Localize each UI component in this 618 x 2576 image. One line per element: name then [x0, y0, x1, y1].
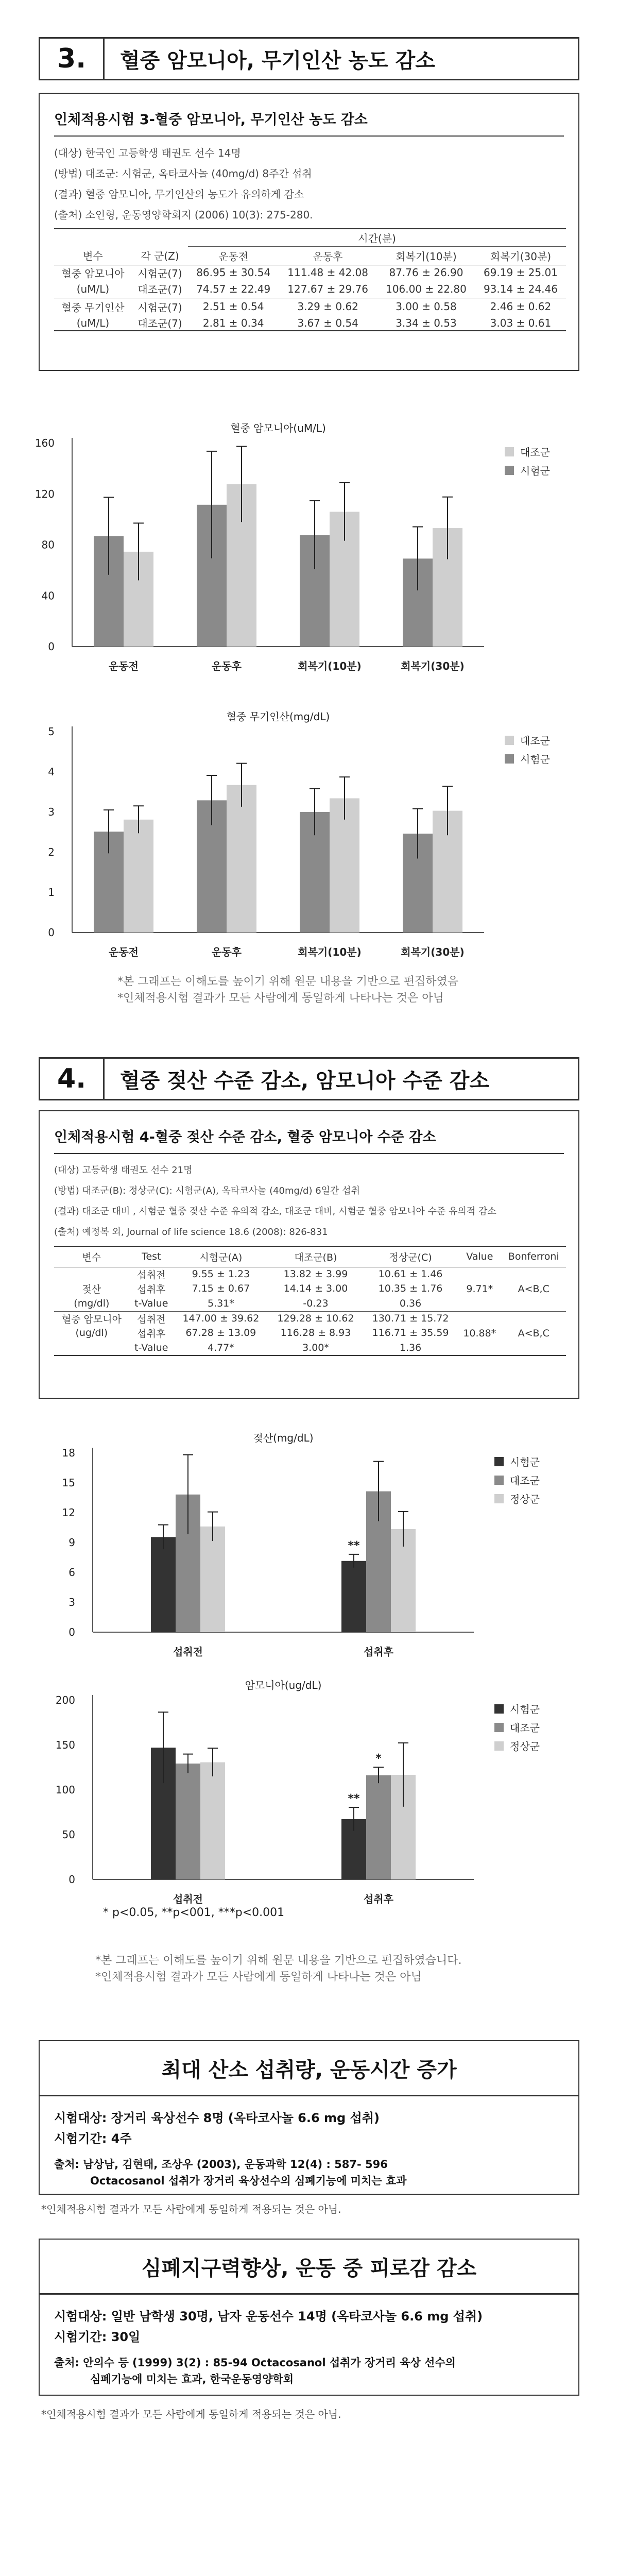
chart-title: 암모니아(ug/dL): [245, 1679, 322, 1691]
trial-4-box: [39, 1110, 579, 1399]
table-cell: 3.67 ± 0.54: [297, 316, 358, 329]
col-header: 운동후: [313, 250, 343, 263]
x-tick-label: 회복기(10분): [298, 946, 362, 958]
trial-period: 시험기간: 30일: [54, 2330, 141, 2344]
trial-method: (방법) 대조군: 시험군, 옥타코사놀 (40mg/d) 8주간 섭취: [54, 167, 312, 180]
table-cell: 130.71 ± 15.72: [372, 1313, 449, 1325]
table-cell: 시험군(7): [138, 267, 182, 280]
legend-swatch: [494, 1723, 504, 1732]
significance-legend: * p<0.05, **p<001, ***p<0.001: [103, 1906, 285, 1919]
table-cell: 9.71*: [466, 1283, 493, 1295]
table-cell: A<B,C: [518, 1327, 550, 1339]
note: [117, 974, 458, 1007]
table-cell: 74.57 ± 22.49: [196, 282, 271, 295]
y-tick-label: 0: [68, 1626, 75, 1638]
table-cell: -0.23: [303, 1297, 329, 1309]
table-cell: 93.14 ± 24.46: [483, 282, 558, 295]
chart-title: 혈중 암모니아(uM/L): [230, 422, 326, 434]
x-tick-label: 섭취후: [364, 1646, 393, 1658]
y-tick-label: 12: [62, 1506, 75, 1519]
table-cell: t-Value: [134, 1342, 168, 1353]
x-tick-label: 회복기(10분): [298, 660, 362, 672]
table-cell: 3.34 ± 0.53: [396, 316, 457, 329]
table-cell: 147.00 ± 39.62: [182, 1313, 260, 1325]
table-cell: 10.88*: [463, 1327, 496, 1339]
trial-source: 출처: 안의수 등 (1999) 3(2) : 85-94 Octacosanol 섭취가 장거리 육상 선수의: [54, 2357, 456, 2369]
trial-subject: 시험대상: 장거리 육상선수 8명 (옥타코사놀 6.6 mg 섭취): [54, 2111, 380, 2125]
bar: [124, 820, 153, 933]
table-cell: 111.48 ± 42.08: [287, 266, 368, 279]
legend-label: 정상군: [510, 1740, 540, 1753]
y-tick-label: 40: [41, 589, 55, 602]
table-cell: (uM/L): [76, 282, 110, 295]
note: [95, 1953, 462, 1986]
y-tick-label: 0: [48, 640, 55, 653]
ammonia-chart: [31, 412, 587, 672]
table-cell: 7.15 ± 0.67: [192, 1283, 250, 1294]
legend-swatch: [494, 1704, 504, 1714]
note-line: *인체적용시험 결과가 모든 사람에게 동일하게 나타나는 것은 아님: [95, 1971, 422, 1984]
y-tick-label: 1: [48, 886, 55, 899]
y-tick-label: 5: [48, 725, 55, 738]
significance-mark: **: [348, 1792, 360, 1806]
trial-title: 인체적용시험 4-혈중 젖산 수준 감소, 혈중 암모니아 수준 감소: [54, 1129, 436, 1145]
table-cell: 13.82 ± 3.99: [283, 1268, 348, 1280]
trial-period: 시험기간: 4주: [54, 2131, 132, 2146]
y-tick-label: 3: [48, 806, 55, 818]
table-cell: 혈중 무기인산: [61, 301, 125, 314]
table-cell: 116.71 ± 35.59: [372, 1327, 449, 1338]
y-tick-label: 0: [48, 926, 55, 939]
table-cell: 2.46 ± 0.62: [490, 300, 552, 313]
x-tick-label: 운동전: [109, 946, 139, 958]
note-line: *본 그래프는 이해도를 높이기 위해 원문 내용을 기반으로 편집하였습니다.: [95, 1954, 462, 1967]
legend-swatch: [494, 1457, 504, 1466]
table-cell: 14.14 ± 3.00: [283, 1283, 348, 1294]
section-title: 혈중 젖산 수준 감소, 암모니아 수준 감소: [120, 1069, 489, 1093]
bar: [176, 1764, 200, 1879]
trial-3-box: [39, 93, 579, 371]
table-cell: 4.77*: [207, 1342, 234, 1353]
box-title: 심폐지구력향상, 운동 중 피로감 감소: [40, 2240, 578, 2295]
section-4-header: [39, 1057, 579, 1100]
trial-source: (출처) 예정복 외, Journal of life science 18.6 (2008): 826-831: [54, 1227, 328, 1238]
table-cell: 129.28 ± 10.62: [277, 1313, 354, 1325]
legend-label: 대조군: [510, 1475, 540, 1487]
col-header: Bonferroni: [508, 1251, 559, 1263]
table-cell: 젖산: [82, 1283, 101, 1295]
legend-label: 정상군: [510, 1493, 540, 1505]
x-tick-label: 섭취후: [364, 1893, 393, 1905]
results-table: [54, 1246, 566, 1356]
table-cell: (mg/dl): [74, 1297, 110, 1309]
table-cell: 69.19 ± 25.01: [483, 266, 558, 279]
table-cell: 87.76 ± 26.90: [389, 266, 464, 279]
chart-title: 혈중 무기인산(mg/dL): [226, 710, 330, 723]
disclaimer: *인체적용시험 결과가 모든 사람에게 동일하게 적용되는 것은 아님.: [41, 2408, 341, 2420]
col-header: Test: [142, 1251, 161, 1263]
note-line: *인체적용시험 결과가 모든 사람에게 동일하게 나타나는 것은 아님: [117, 992, 444, 1005]
y-tick-label: 50: [62, 1828, 75, 1841]
table-cell: 섭취전: [137, 1313, 166, 1325]
col-header: 회복기(10분): [396, 250, 457, 263]
legend-label: 시험군: [510, 1456, 540, 1468]
table-cell: A<B,C: [518, 1283, 550, 1295]
time-header: 시간(분): [188, 229, 566, 246]
x-tick-label: 회복기(30분): [401, 946, 465, 958]
table-cell: 대조군(7): [138, 283, 182, 296]
table-cell: 3.00*: [302, 1342, 329, 1353]
legend-label: 시험군: [510, 1703, 540, 1716]
table-cell: 1.36: [399, 1342, 422, 1353]
trial-subject: (대상) 고등학생 태권도 선수 21명: [54, 1165, 193, 1176]
y-tick-label: 150: [55, 1739, 75, 1751]
y-tick-label: 120: [35, 487, 55, 500]
table-cell: 10.35 ± 1.76: [378, 1283, 443, 1294]
col-header: 시험군(A): [199, 1251, 243, 1263]
legend-label: 시험군: [520, 753, 550, 766]
bar: [151, 1537, 176, 1632]
table-cell: 10.61 ± 1.46: [378, 1268, 443, 1280]
x-tick-label: 섭취전: [173, 1646, 203, 1658]
table-cell: 67.28 ± 13.09: [185, 1327, 256, 1338]
bar: [200, 1527, 225, 1632]
divider: [54, 135, 564, 137]
table-cell: 127.67 ± 29.76: [287, 282, 368, 295]
legend-swatch: [505, 754, 514, 764]
table-cell: 2.81 ± 0.34: [202, 316, 264, 329]
note-line: *본 그래프는 이해도를 높이기 위해 원문 내용을 기반으로 편집하였음: [117, 975, 459, 988]
col-header: 정상군(C): [389, 1251, 432, 1263]
trial-subject: 시험대상: 일반 남학생 30명, 남자 운동선수 14명 (옥타코사놀 6.6 mg 섭취): [54, 2309, 483, 2324]
legend-swatch: [505, 466, 514, 475]
trial-source: (출처) 소인형, 운동영양학회지 (2006) 10(3): 275-280.: [54, 209, 313, 221]
trial-title: 인체적용시험 3-혈중 암모니아, 무기인산 농도 감소: [54, 112, 368, 128]
table-cell: 0.36: [399, 1297, 422, 1309]
table-cell: 섭취후: [137, 1283, 166, 1295]
x-tick-label: 운동전: [109, 660, 139, 672]
y-tick-label: 0: [68, 1873, 75, 1886]
y-tick-label: 3: [68, 1596, 75, 1608]
trial-source-title: Octacosanol 섭취가 장거리 육상선수의 심폐기능에 미치는 효과: [90, 2175, 407, 2187]
table-cell: 2.51 ± 0.54: [202, 300, 264, 313]
table-cell: 시험군(7): [138, 301, 182, 314]
col-header: 운동전: [218, 250, 249, 263]
table-cell: 106.00 ± 22.80: [386, 282, 467, 295]
x-tick-label: 회복기(30분): [401, 660, 465, 672]
table-cell: 116.28 ± 8.93: [280, 1327, 351, 1338]
col-header: 회복기(30분): [490, 250, 552, 263]
col-header: Value: [466, 1251, 493, 1263]
chart-title: 젖산(mg/dL): [253, 1432, 314, 1444]
y-tick-label: 6: [68, 1566, 75, 1579]
y-tick-label: 18: [62, 1447, 75, 1459]
trial-method: (방법) 대조군(B): 정상군(C): 시험군(A), 옥타코사놀 (40mg/d) 6일간 섭취: [54, 1185, 360, 1196]
phosphate-chart: [31, 708, 587, 958]
box-title: 최대 산소 섭취량, 운동시간 증가: [40, 2041, 578, 2096]
disclaimer: *인체적용시험 결과가 모든 사람에게 동일하게 적용되는 것은 아님.: [41, 2203, 341, 2215]
y-tick-label: 9: [68, 1536, 75, 1549]
results-table: [54, 228, 566, 331]
col-header: 변수: [82, 1251, 101, 1263]
trial-subject: (대상) 한국인 고등학생 태권도 선수 14명: [54, 147, 241, 159]
bar: [341, 1561, 366, 1632]
col-header: 변수: [83, 250, 103, 263]
col-header: 대조군(B): [294, 1251, 337, 1263]
table-cell: 9.55 ± 1.23: [192, 1268, 250, 1280]
legend-swatch: [494, 1741, 504, 1751]
legend-label: 시험군: [520, 465, 550, 477]
legend-swatch: [505, 447, 514, 456]
col-header: 각 군(Z): [141, 250, 179, 263]
legend-label: 대조군: [520, 735, 550, 747]
table-cell: 혈중 암모니아: [61, 267, 125, 280]
table-cell: 혈중 암모니아: [61, 1313, 122, 1325]
legend-swatch: [494, 1476, 504, 1485]
table-cell: (uM/L): [76, 316, 110, 329]
y-tick-label: 100: [55, 1784, 75, 1796]
table-cell: 3.29 ± 0.62: [297, 300, 358, 313]
legend-label: 대조군: [520, 446, 550, 459]
section-number: 4.: [40, 1059, 105, 1099]
bar: [366, 1775, 391, 1879]
y-tick-label: 80: [41, 538, 55, 551]
bar: [200, 1762, 225, 1879]
y-tick-label: 200: [55, 1694, 75, 1706]
y-tick-label: 160: [35, 437, 55, 449]
blood-ammonia-chart: [31, 1679, 587, 1905]
legend-swatch: [505, 736, 514, 745]
trial-result: (결과) 혈중 암모니아, 무기인산의 농도가 유의하게 감소: [54, 188, 304, 200]
trial-result: (결과) 대조군 대비 , 시험군 혈중 젖산 수준 유의적 감소, 대조군 대비, 시험군 혈중 암모니아 수준 유의적 감소: [54, 1206, 496, 1217]
y-tick-label: 15: [62, 1477, 75, 1489]
legend-swatch: [494, 1494, 504, 1503]
vo2max-box: [39, 2040, 579, 2195]
table-cell: 86.95 ± 30.54: [196, 266, 271, 279]
section-number: 3.: [40, 39, 105, 79]
table-cell: 5.31*: [207, 1297, 234, 1309]
table-cell: 3.00 ± 0.58: [396, 300, 457, 313]
divider: [54, 1153, 564, 1154]
lactate-chart: [31, 1432, 587, 1658]
significance-mark: *: [375, 1752, 382, 1766]
significance-mark: **: [348, 1539, 360, 1552]
x-tick-label: 운동후: [212, 660, 242, 672]
table-cell: 섭취전: [137, 1269, 166, 1281]
table-cell: 대조군(7): [138, 317, 182, 330]
trial-source: 출처: 남상남, 김현태, 조상우 (2003), 운동과학 12(4) : 587- 596: [54, 2158, 388, 2171]
bar: [227, 785, 256, 933]
x-tick-label: 섭취전: [173, 1893, 203, 1905]
table-cell: 3.03 ± 0.61: [490, 316, 552, 329]
table-cell: t-Value: [134, 1297, 168, 1309]
trial-source-title: 심폐기능에 미치는 효과, 한국운동영양학회: [90, 2373, 294, 2385]
table-cell: (ug/dl): [75, 1327, 108, 1338]
y-tick-label: 2: [48, 846, 55, 858]
table-cell: 섭취후: [137, 1328, 166, 1340]
section-3-header: [39, 37, 579, 80]
endurance-box: [39, 2239, 579, 2396]
y-tick-label: 4: [48, 766, 55, 778]
section-title: 혈중 암모니아, 무기인산 농도 감소: [120, 48, 435, 73]
legend-label: 대조군: [510, 1722, 540, 1734]
x-tick-label: 운동후: [212, 946, 242, 958]
